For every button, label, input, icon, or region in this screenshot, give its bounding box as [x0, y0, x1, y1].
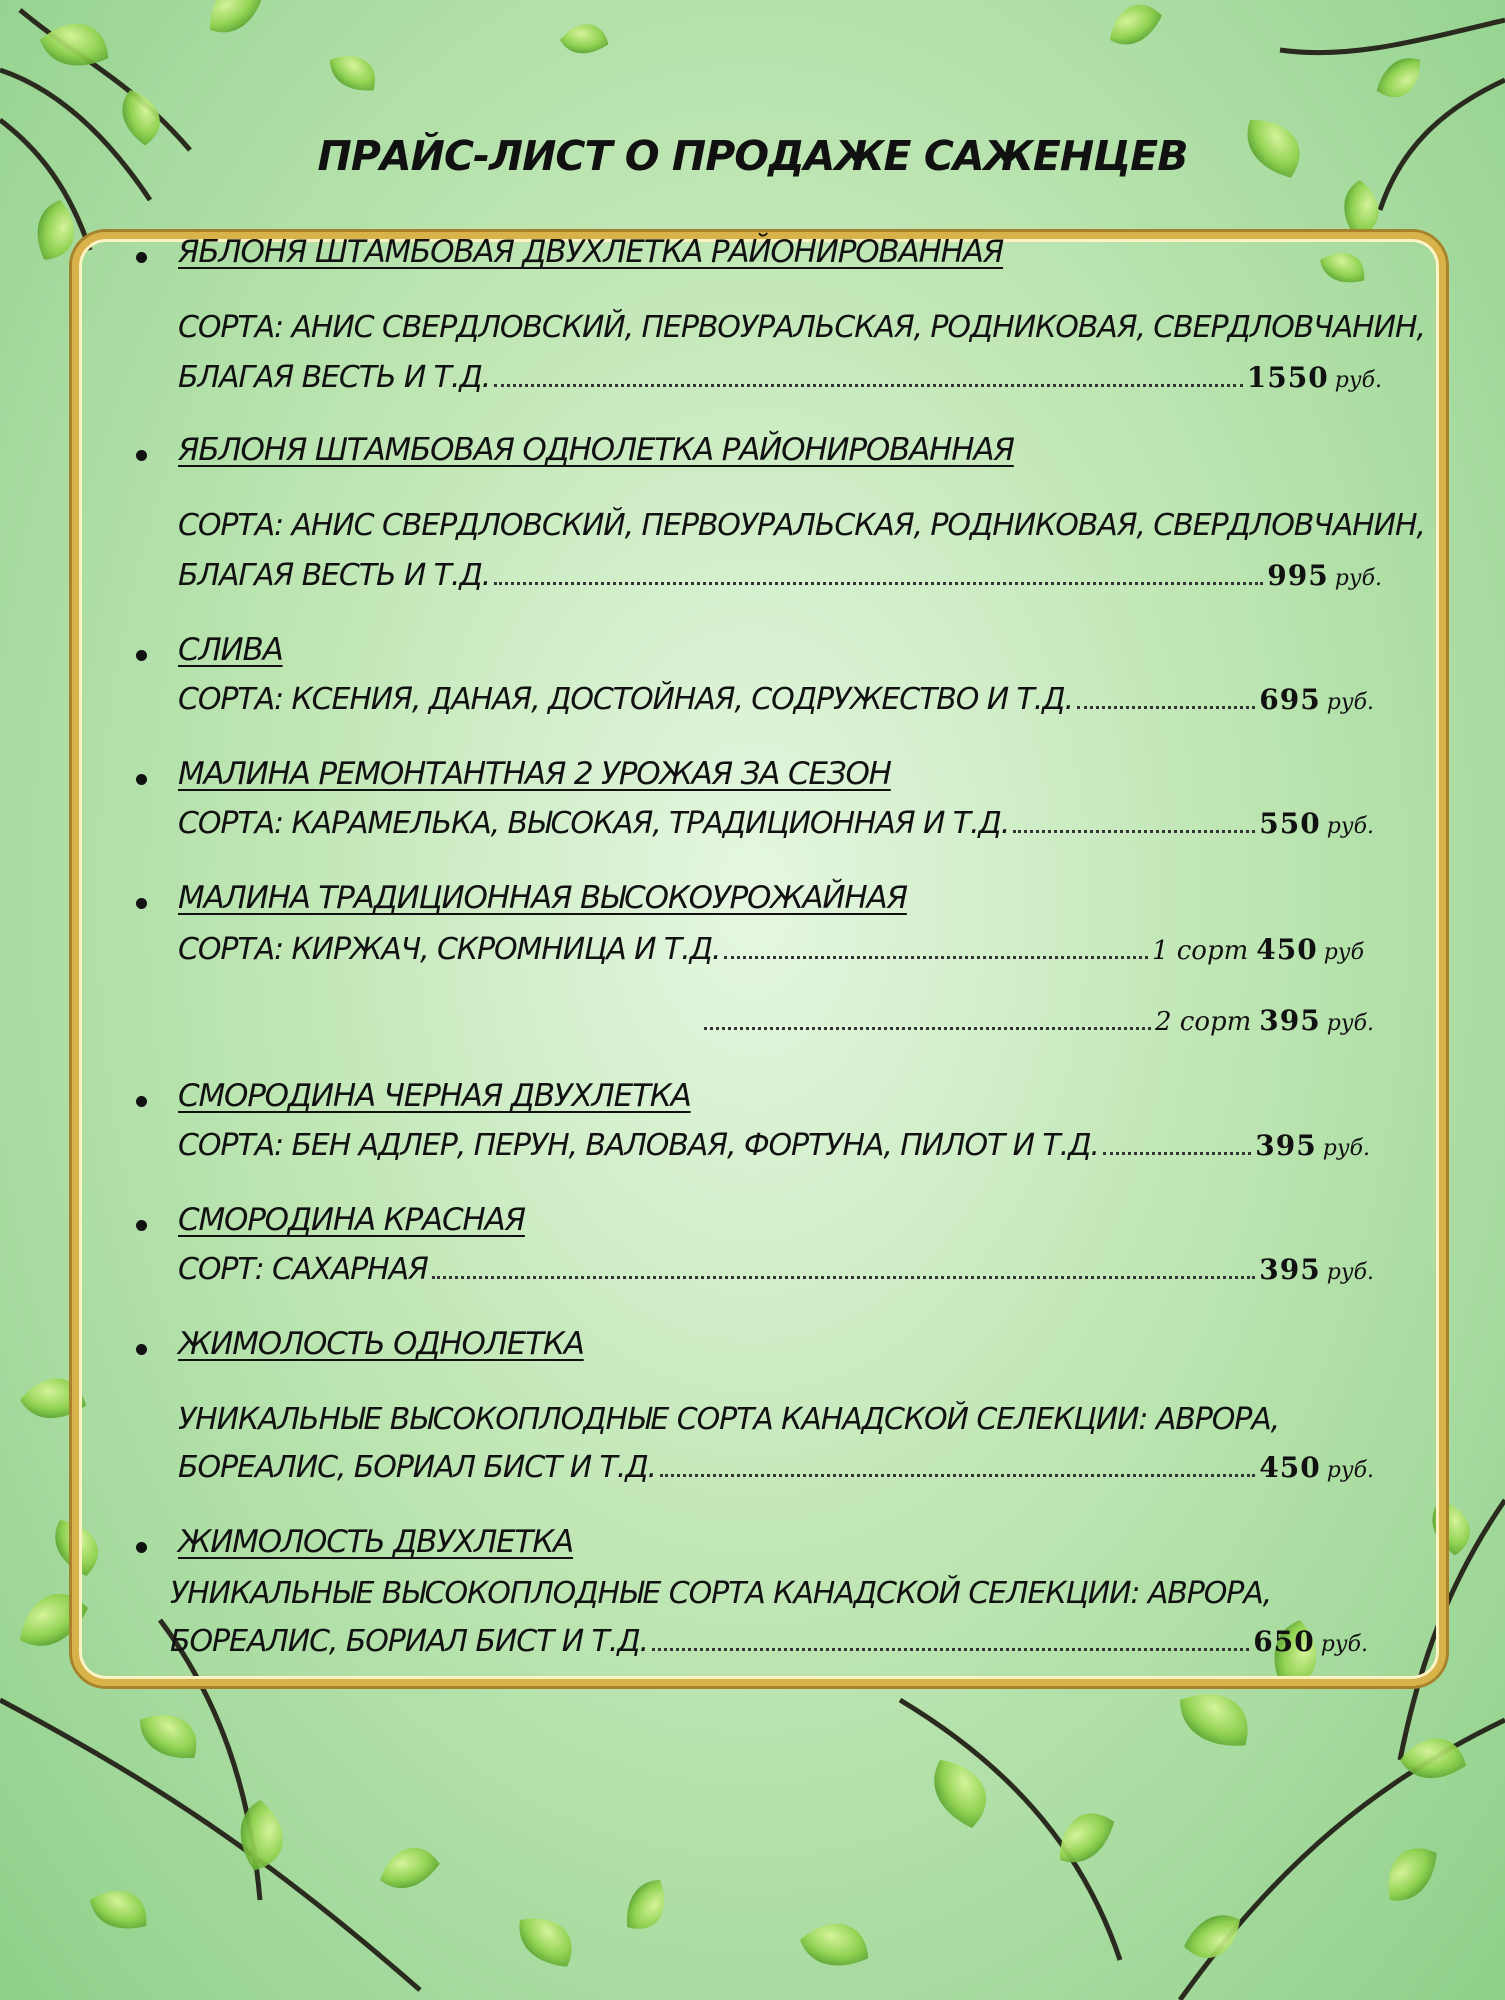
item-varieties: СОРТ: САХАРНАЯ	[178, 1252, 428, 1287]
price-row	[178, 1128, 1370, 1163]
dot-leader	[660, 1474, 1255, 1477]
item-price: 550	[1259, 807, 1321, 840]
item-price: 450	[1259, 1451, 1321, 1484]
dot-leader	[1103, 1152, 1251, 1155]
item-varieties: СОРТА: АНИС СВЕРДЛОВСКИЙ, ПЕРВОУРАЛЬСКАЯ, РОДНИКОВАЯ, СВЕРДЛОВЧАНИН,	[178, 310, 1425, 345]
bullet	[136, 450, 147, 461]
item-heading: СЛИВА	[178, 632, 283, 668]
bullet	[136, 650, 147, 661]
item-varieties: СОРТА: БЕН АДЛЕР, ПЕРУН, ВАЛОВАЯ, ФОРТУНА, ПИЛОТ И Т.Д.	[178, 1128, 1099, 1163]
item-varieties: УНИКАЛЬНЫЕ ВЫСОКОПЛОДНЫЕ СОРТА КАНАДСКОЙ СЕЛЕКЦИИ: АВРОРА,	[170, 1576, 1272, 1611]
currency-unit: руб.	[1326, 690, 1374, 715]
price-row	[170, 1624, 1368, 1659]
price-row	[178, 558, 1382, 593]
bullet	[136, 1542, 147, 1553]
currency-unit: руб.	[1326, 1458, 1374, 1483]
price-row	[178, 360, 1382, 395]
item-varieties-end: БОРЕАЛИС, БОРИАЛ БИСТ И Т.Д.	[178, 1450, 656, 1485]
currency-unit: руб.	[1334, 368, 1382, 393]
price-row	[700, 1004, 1374, 1037]
item-varieties: СОРТА: КСЕНИЯ, ДАНАЯ, ДОСТОЙНАЯ, СОДРУЖЕСТВО И Т.Д.	[178, 682, 1073, 717]
price-row	[178, 682, 1374, 717]
item-varieties: СОРТА: КИРЖАЧ, СКРОМНИЦА И Т.Д.	[178, 932, 721, 967]
dot-leader	[704, 1027, 1151, 1030]
currency-unit: руб.	[1326, 1260, 1374, 1285]
bullet	[136, 1220, 147, 1231]
item-price: 1550	[1246, 361, 1329, 394]
item-price: 395	[1259, 1253, 1321, 1286]
item-varieties-end: БОРЕАЛИС, БОРИАЛ БИСТ И Т.Д.	[170, 1624, 648, 1659]
price-row	[178, 1252, 1374, 1287]
bullet	[136, 774, 147, 785]
item-heading: МАЛИНА ТРАДИЦИОННАЯ ВЫСОКОУРОЖАЙНАЯ	[178, 880, 907, 916]
item-price: 695	[1259, 683, 1321, 716]
item-varieties: СОРТА: КАРАМЕЛЬКА, ВЫСОКАЯ, ТРАДИЦИОННАЯ И Т.Д.	[178, 806, 1010, 841]
item-heading: СМОРОДИНА КРАСНАЯ	[178, 1202, 525, 1238]
bullet	[136, 898, 147, 909]
currency-unit: руб.	[1322, 1136, 1370, 1161]
page-title: ПРАЙС-ЛИСТ О ПРОДАЖЕ САЖЕНЦЕВ	[317, 132, 1188, 180]
dot-leader	[1077, 706, 1255, 709]
dot-leader	[652, 1648, 1249, 1651]
currency-unit: руб.	[1320, 1632, 1368, 1657]
currency-unit: руб.	[1326, 1011, 1374, 1036]
item-price: 650	[1253, 1625, 1315, 1658]
currency-unit: руб.	[1334, 566, 1382, 591]
dot-leader	[724, 956, 1148, 959]
item-heading: ЯБЛОНЯ ШТАМБОВАЯ ДВУХЛЕТКА РАЙОНИРОВАННАЯ	[178, 234, 1004, 270]
price-row	[178, 932, 1364, 967]
currency-unit: руб.	[1326, 814, 1374, 839]
item-heading: ЯБЛОНЯ ШТАМБОВАЯ ОДНОЛЕТКА РАЙОНИРОВАННАЯ	[178, 432, 1014, 468]
item-varieties: СОРТА: АНИС СВЕРДЛОВСКИЙ, ПЕРВОУРАЛЬСКАЯ, РОДНИКОВАЯ, СВЕРДЛОВЧАНИН,	[178, 508, 1425, 543]
item-varieties: УНИКАЛЬНЫЕ ВЫСОКОПЛОДНЫЕ СОРТА КАНАДСКОЙ СЕЛЕКЦИИ: АВРОРА,	[178, 1402, 1280, 1437]
grade-label: 1 сорт	[1151, 936, 1249, 966]
item-price: 450	[1256, 933, 1318, 966]
item-varieties-end: БЛАГАЯ ВЕСТЬ И Т.Д.	[178, 558, 491, 593]
item-heading: МАЛИНА РЕМОНТАНТНАЯ 2 УРОЖАЯ ЗА СЕЗОН	[178, 756, 891, 792]
bullet	[136, 1344, 147, 1355]
item-price: 995	[1267, 559, 1329, 592]
dot-leader	[432, 1276, 1256, 1279]
bullet	[136, 252, 147, 263]
dot-leader	[1013, 830, 1255, 833]
item-heading: ЖИМОЛОСТЬ ДВУХЛЕТКА	[178, 1524, 574, 1560]
price-row	[178, 806, 1374, 841]
dot-leader	[494, 582, 1263, 585]
currency-unit: руб	[1323, 940, 1364, 965]
item-heading: СМОРОДИНА ЧЕРНАЯ ДВУХЛЕТКА	[178, 1078, 691, 1114]
price-row	[178, 1450, 1374, 1485]
bullet	[136, 1096, 147, 1107]
item-varieties-end: БЛАГАЯ ВЕСТЬ И Т.Д.	[178, 360, 491, 395]
item-heading: ЖИМОЛОСТЬ ОДНОЛЕТКА	[178, 1326, 584, 1362]
grade-label: 2 сорт	[1154, 1007, 1252, 1037]
item-price: 395	[1259, 1004, 1321, 1037]
dot-leader	[494, 384, 1243, 387]
item-price: 395	[1255, 1129, 1317, 1162]
